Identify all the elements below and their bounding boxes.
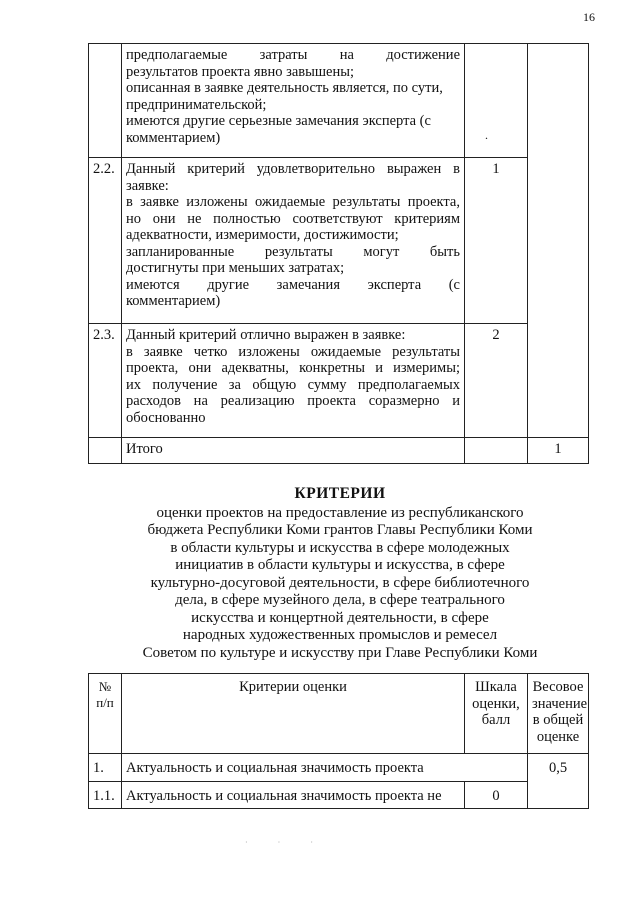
criterion-text: предполагаемые затраты на достижение результатов проекта явно завышены; описанная в заявке деятельность является, по сути, предпринимательской; имеются другие серьезные замечания эксперта (с комментарием): [122, 44, 465, 158]
heading-line: Советом по культуре и искусству при Главе Республики Коми: [142, 644, 538, 661]
score-cell: 2: [465, 324, 528, 438]
heading-line: культурно-досуговой деятельности, в сфере библиотечного: [150, 574, 530, 591]
heading-line: инициатив в области культуры и искусства, в сфере: [175, 557, 505, 573]
heading-line: дела, в сфере музейного дела, в сфере театрального: [175, 592, 505, 608]
table-row: [89, 324, 589, 438]
criterion-text: Данный критерий удовлетворительно выражен в заявке: в заявке изложены ожидаемые результаты проекта, но они не полностью соответствуют критериям адекватности, измеримости, достижимости; запланированные результаты могут быть достигнуты при меньших затратах; имеются другие замечания эксперта (с комментарием): [122, 158, 465, 324]
criteria-table: [88, 673, 589, 809]
heading-line: народных художественных промыслов и ремесел: [182, 627, 498, 643]
row-number: 1.1.: [89, 782, 122, 809]
heading-line: в области культуры и искусства в сфере молодежных: [170, 539, 510, 556]
table-row: [89, 44, 589, 158]
heading-line: оценки проектов на предоставление из республиканского: [156, 504, 524, 521]
page-number: 16: [583, 10, 595, 24]
criteria-table-continued: [88, 43, 589, 464]
table-row-total: [89, 438, 589, 464]
criterion-text: Данный критерий отлично выражен в заявке: в заявке четко изложены ожидаемые результаты проекта, они адекватны, конкретны и измеримы; их получение за общую сумму предполагаемых расходов на реализацию проекта соразмерно и обоснованно: [122, 324, 465, 438]
heading-line: искусства и концертной деятельности, в сфере: [191, 609, 489, 626]
row-number: [89, 44, 122, 158]
heading-line: бюджета Республики Коми грантов Главы Республики Коми: [147, 522, 533, 538]
criterion-text: Актуальность и социальная значимость проекта: [122, 754, 528, 782]
criteria-heading: [100, 485, 580, 662]
header-number: № п/п: [89, 674, 122, 754]
table-row: [89, 782, 589, 809]
weight-cell: [528, 44, 589, 438]
table-row: [89, 754, 589, 782]
row-number: 1.: [89, 754, 122, 782]
criterion-text: Актуальность и социальная значимость проекта не: [122, 782, 465, 809]
score-cell: 0: [465, 782, 528, 809]
row-number: 2.3.: [89, 324, 122, 438]
table-row: [89, 158, 589, 324]
weight-cell: 0,5: [528, 754, 589, 809]
heading-title: КРИТЕРИИ: [294, 485, 386, 502]
header-weight: Весовое значение в общей оценке: [528, 674, 589, 754]
row-number: 2.2.: [89, 158, 122, 324]
score-cell: 1: [465, 158, 528, 324]
score-cell: [465, 44, 528, 158]
scan-artifact: · · ·: [245, 838, 327, 847]
header-scale: Шкала оценки, балл: [465, 674, 528, 754]
table-header-row: [89, 674, 589, 754]
total-weight: 1: [528, 438, 589, 464]
header-criteria: Критерии оценки: [122, 674, 465, 754]
total-label: Итого: [122, 438, 465, 464]
score-mark: .: [485, 128, 488, 142]
